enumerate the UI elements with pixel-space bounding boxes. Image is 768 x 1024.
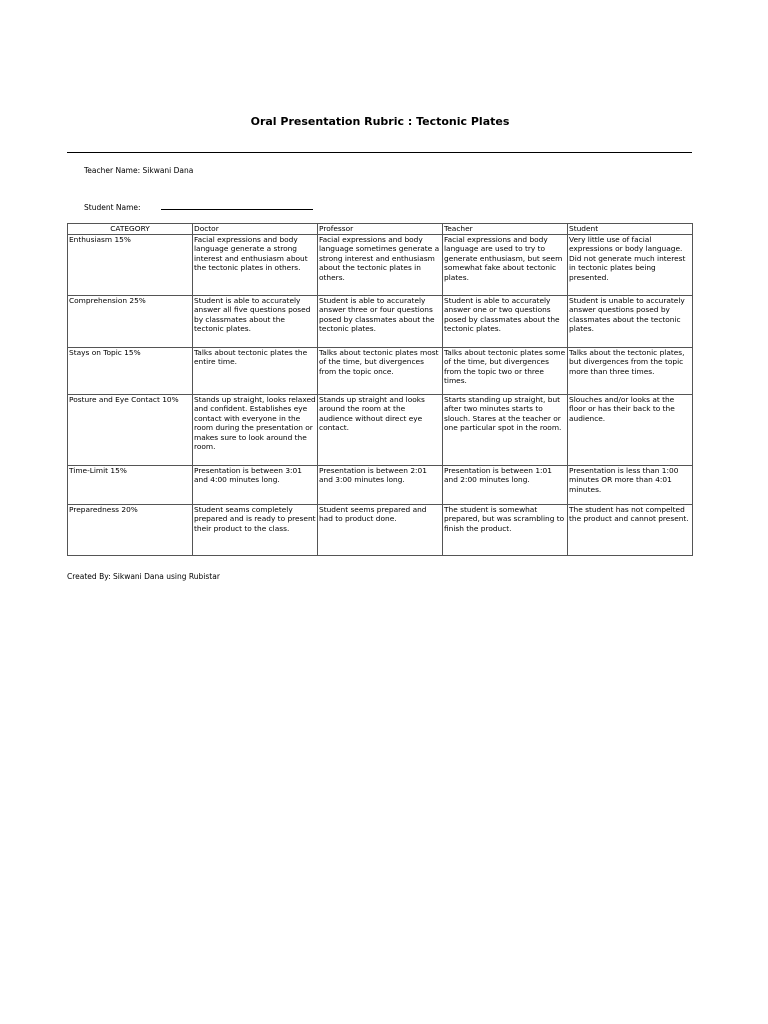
row-category: Time-Limit 15%	[68, 466, 193, 505]
student-name-blank	[161, 201, 313, 210]
student-name-label: Student Name:	[84, 203, 141, 212]
rubric-table	[67, 223, 693, 556]
cell-teacher: Facial expressions and body language are used to try to generate enthusiasm, but seem somewhat fake about tectonic plates.	[443, 235, 568, 296]
cell-student: Talks about the tectonic plates, but divergences from the topic more than three times.	[568, 348, 693, 395]
cell-student: Student is unable to accurately answer questions posed by classmates about the tectonic plates.	[568, 296, 693, 348]
cell-professor: Student seems prepared and had to product done.	[318, 505, 443, 556]
cell-student: The student has not compelted the product and cannot present.	[568, 505, 693, 556]
table-row	[68, 395, 693, 466]
table-row	[68, 348, 693, 395]
table-row	[68, 505, 693, 556]
header-student: Student	[568, 224, 693, 235]
table-row	[68, 235, 693, 296]
cell-teacher: Starts standing up straight, but after two minutes starts to slouch. Stares at the teacher or one particular spot in the room.	[443, 395, 568, 466]
cell-professor: Presentation is between 2:01 and 3:00 minutes long.	[318, 466, 443, 505]
row-category: Preparedness 20%	[68, 505, 193, 556]
cell-doctor: Student seams completely prepared and is ready to present their product to the class.	[193, 505, 318, 556]
title-divider	[67, 152, 692, 153]
cell-professor: Stands up straight and looks around the room at the audience without direct eye contact.	[318, 395, 443, 466]
row-category: Posture and Eye Contact 10%	[68, 395, 193, 466]
header-teacher: Teacher	[443, 224, 568, 235]
teacher-name-line: Teacher Name: Sikwani Dana	[84, 166, 194, 175]
cell-doctor: Stands up straight, looks relaxed and confident. Establishes eye contact with everyone in the room during the presentation or makes sure to look around the room.	[193, 395, 318, 466]
created-by-footer: Created By: Sikwani Dana using Rubistar	[67, 572, 220, 581]
cell-student: Very little use of facial expressions or body language. Did not generate much interest in tectonic plates being presented.	[568, 235, 693, 296]
table-row	[68, 296, 693, 348]
rubric-header-row	[68, 224, 693, 235]
cell-teacher: Presentation is between 1:01 and 2:00 minutes long.	[443, 466, 568, 505]
row-category: Stays on Topic 15%	[68, 348, 193, 395]
cell-teacher: Student is able to accurately answer one or two questions posed by classmates about the tectonic plates.	[443, 296, 568, 348]
cell-professor: Facial expressions and body language sometimes generate a strong interest and enthusiasm about the tectonic plates in others.	[318, 235, 443, 296]
row-category: Comprehension 25%	[68, 296, 193, 348]
cell-teacher: Talks about tectonic plates some of the time, but divergences from the topic two or three times.	[443, 348, 568, 395]
cell-professor: Talks about tectonic plates most of the time, but divergences from the topic once.	[318, 348, 443, 395]
header-professor: Professor	[318, 224, 443, 235]
row-category: Enthusiasm 15%	[68, 235, 193, 296]
cell-doctor: Presentation is between 3:01 and 4:00 minutes long.	[193, 466, 318, 505]
cell-student: Slouches and/or looks at the floor or has their back to the audience.	[568, 395, 693, 466]
header-category: CATEGORY	[68, 224, 193, 235]
student-name-line	[84, 201, 313, 212]
cell-student: Presentation is less than 1:00 minutes OR more than 4:01 minutes.	[568, 466, 693, 505]
cell-teacher: The student is somewhat prepared, but was scrambling to finish the product.	[443, 505, 568, 556]
cell-doctor: Facial expressions and body language generate a strong interest and enthusiasm about the tectonic plates in others.	[193, 235, 318, 296]
document-title: Oral Presentation Rubric : Tectonic Plates	[250, 115, 510, 128]
cell-doctor: Talks about tectonic plates the entire time.	[193, 348, 318, 395]
cell-professor: Student is able to accurately answer three or four questions posed by classmates about the tectonic plates.	[318, 296, 443, 348]
table-row	[68, 466, 693, 505]
cell-doctor: Student is able to accurately answer all five questions posed by classmates about the tectonic plates.	[193, 296, 318, 348]
header-doctor: Doctor	[193, 224, 318, 235]
